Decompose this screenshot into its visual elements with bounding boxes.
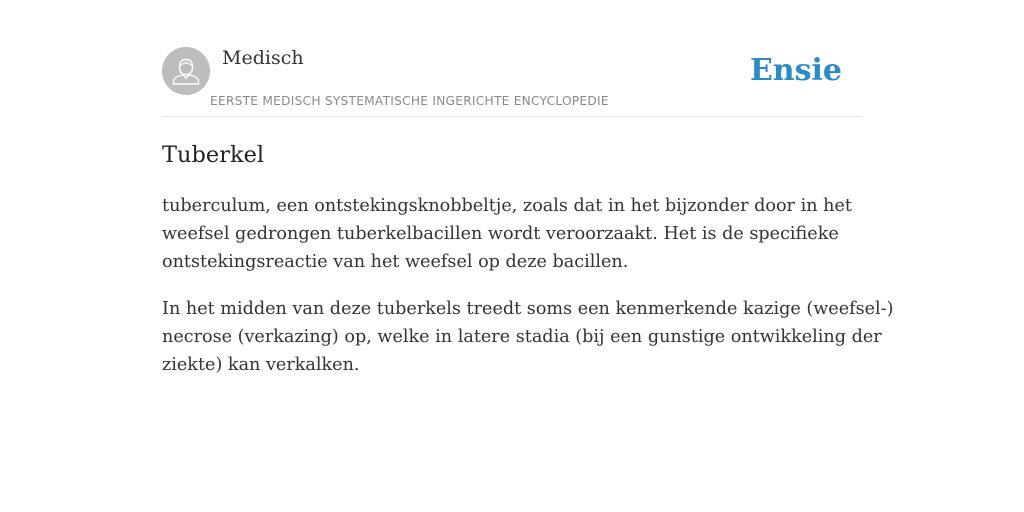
- paragraph-line: weefsel gedrongen tuberkelbacillen wordt veroorzaakt. Het is de specifieke: [162, 224, 839, 244]
- paragraph-line: necrose (verkazing) op, welke in latere stadia (bij een gunstige ontwikkeling der: [162, 327, 882, 347]
- article-body: [162, 192, 894, 398]
- encyclopedia-tagline: EERSTE MEDISCH SYSTEMATISCHE INGERICHTE ENCYCLOPEDIE: [210, 94, 609, 108]
- paragraph-line: tuberculum, een ontstekingsknobbeltje, zoals dat in het bijzonder door in het: [162, 196, 852, 216]
- author-avatar[interactable]: [162, 47, 210, 95]
- paragraph-line: ontstekingsreactie van het weefsel op deze bacillen.: [162, 252, 629, 272]
- article-paragraph: [162, 192, 874, 276]
- author-link[interactable]: Medisch: [222, 47, 304, 69]
- paragraph-line: ziekte) kan verkalken.: [162, 355, 360, 375]
- brand-logo-link[interactable]: Ensie: [749, 53, 842, 88]
- paragraph-line: In het midden van deze tuberkels treedt soms een kenmerkende kazige (weefsel-): [162, 299, 894, 319]
- user-silhouette-icon: [162, 47, 210, 95]
- header: [162, 46, 862, 117]
- article-title: Tuberkel: [162, 142, 265, 168]
- article-paragraph: [162, 295, 894, 379]
